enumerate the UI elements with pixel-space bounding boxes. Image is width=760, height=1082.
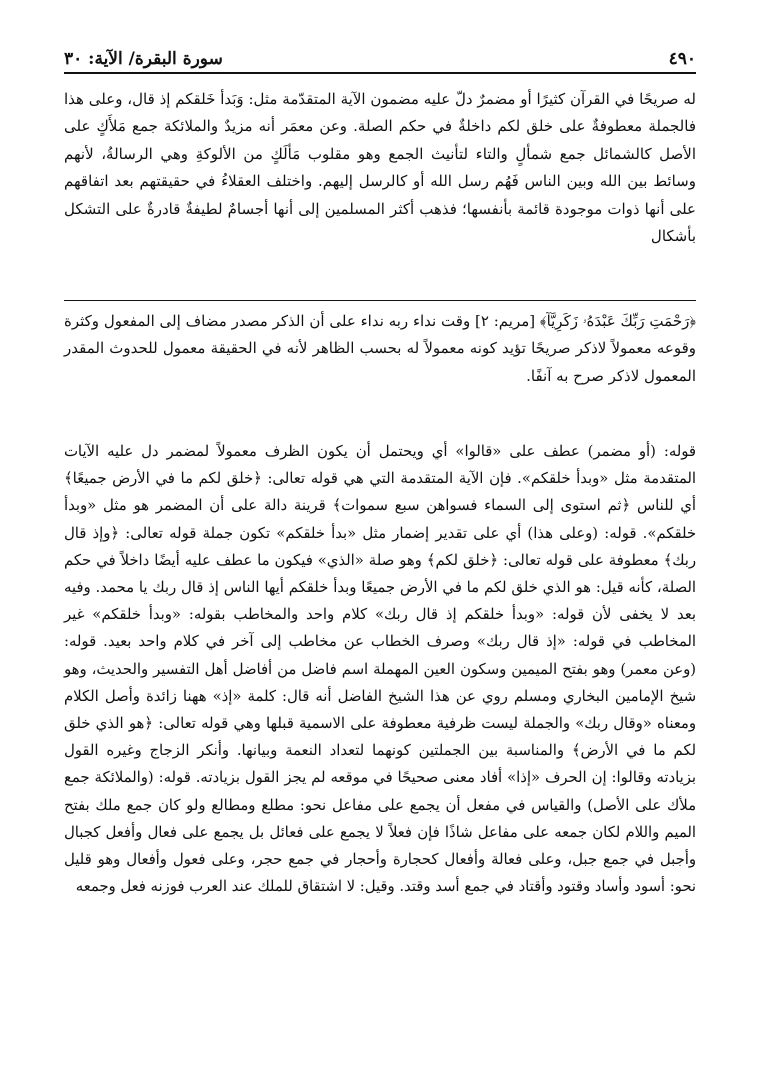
page-header xyxy=(64,42,696,74)
section-divider xyxy=(64,300,696,301)
commentary-paragraph: قوله: (أو مضمر) عطف على «قالوا» أي ويحتمل أن يكون الظرف معمولاً لمضمر دل عليه الآيات المتقدمة مثل «وبدأ خلقكم». فإن الآية المتقدمة التي هي قوله تعالى: ﴿خلق لكم ما في الأرض جميعًا﴾ أي للناس ﴿ثم استوى إلى السماء فسواهن سبع سموات﴾ قرينة دالة على أن المضمر هو مثل «وبدأ خلقكم». قوله: (وعلى هذا) أي على تقدير إضمار مثل «بدأ خلقكم» تكون جملة قوله تعالى: ﴿وإذ قال ربك﴾ معطوفة على قوله تعالى: ﴿خلق لكم﴾ وهو صلة «الذي» فيكون ما عطف عليه أيضًا داخلاً في حكم الصلة، كأنه قيل: هو الذي خلق لكم ما في الأرض جميعًا وبدأ خلقكم أيها الناس إذ قال ربك يا محمد. وفيه بعد لا يخفى لأن قوله: «وبدأ خلقكم إذ قال ربك» كلام واحد والمخاطب بقوله: «وبدأ خلقكم» غير المخاطب في قوله: «إذ قال ربك» وصرف الخطاب عن مخاطب إلى آخر في كلام واحد بعيد. قوله: (وعن معمر) وهو بفتح الميمين وسكون العين المهملة اسم فاضل من أفاضل أهل التفسير والحديث، وهو شيخ الإمامين البخاري ومسلم روي عن هذا الشيخ الفاضل أنه قال: كلمة «إذ» ههنا زائدة وأصل الكلام ومعناه «وقال ربك» والجملة ليست ظرفية معطوفة على الاسمية قبلها وهي قوله تعالى: ﴿هو الذي خلق لكم ما في الأرض﴾ والمناسبة بين الجملتين كونهما لتعداد النعمة وبيانها. وأنكر الزجاج وغيره القول بزيادته وقالوا: إن الحرف «إذا» أفاد معنى صحيحًا في موقعه لم يجز القول بزيادته. قوله: (والملائكة جمع ملأك على الأصل) والقياس في مفعل أن يجمع على مفاعل نحو: مطلع ومطالع ولو كان جمع ملك بفتح الميم واللام لكان جمعه على مفاعل شاذًا فإن فعلاً لا يجمع على فعائل بل يجمع على فعال وأفعل كجبال وأجبل في جمع جبل، وعلى فعالة وأفعال كحجارة وأحجار في جمع حجر، وعلى فعول وأفعال وهو قليل نحو: أسود وأساد وقتود وأقتاد في جمع أسد وقتد. وقيل: لا اشتقاق للملك عند العرب فوزنه فعل وجمعه xyxy=(64,443,696,896)
footnote-text xyxy=(64,308,696,400)
main-text xyxy=(64,86,696,286)
main-paragraph: له صريحًا في القرآن كثيرًا أو مضمرٌ دلّ عليه مضمون الآية المتقدّمة مثل: وَبَدأ خَلقكم إذ قال، وعلى هذا فالجملة معطوفةٌ على خلق لكم داخلةٌ في حكم الصلة. وعن معمَر أنه مزيدٌ والملائكة جمع مَلأَكٍ على الأصل كالشمائل جمع شمألٍ والتاء لتأنيث الجمع وهو مقلوب مَألَكٍ من الألوكةِ وهي الرسالةُ، لأنهم وسائط بين الله وبين الناس فَهُم رسل الله أو كالرسل إليهم. واختلف العقلاءُ في حقيقتهم بعد اتفاقهم على أنها ذوات موجودة قائمة بأنفسها؛ فذهب أكثر المسلمين إلى أنها أجسامٌ لطيفةٌ قادرةٌ على التشكل بأشكال xyxy=(64,90,696,246)
commentary-text xyxy=(64,438,696,1058)
page-number: ٤٩٠ xyxy=(668,49,696,69)
footnote-paragraph: ﴿رَحْمَتِ رَبِّكَ عَبْدَهُۥ زَكَرِيَّآ﴾ [مريم: ٢] وقت نداء ربه نداء على أن الذكر مصدر مضاف إلى المفعول وكثرة وقوعه معمولاً لاذكر صريحًا تؤيد كونه معمولاً له بحسب الظاهر لأنه في الحقيقة معمول للحدوث المقدر المعمول لاذكر صرح به آنفًا. xyxy=(64,312,696,385)
running-title: سورة البقرة/ الآية: ٣٠ xyxy=(64,49,223,69)
